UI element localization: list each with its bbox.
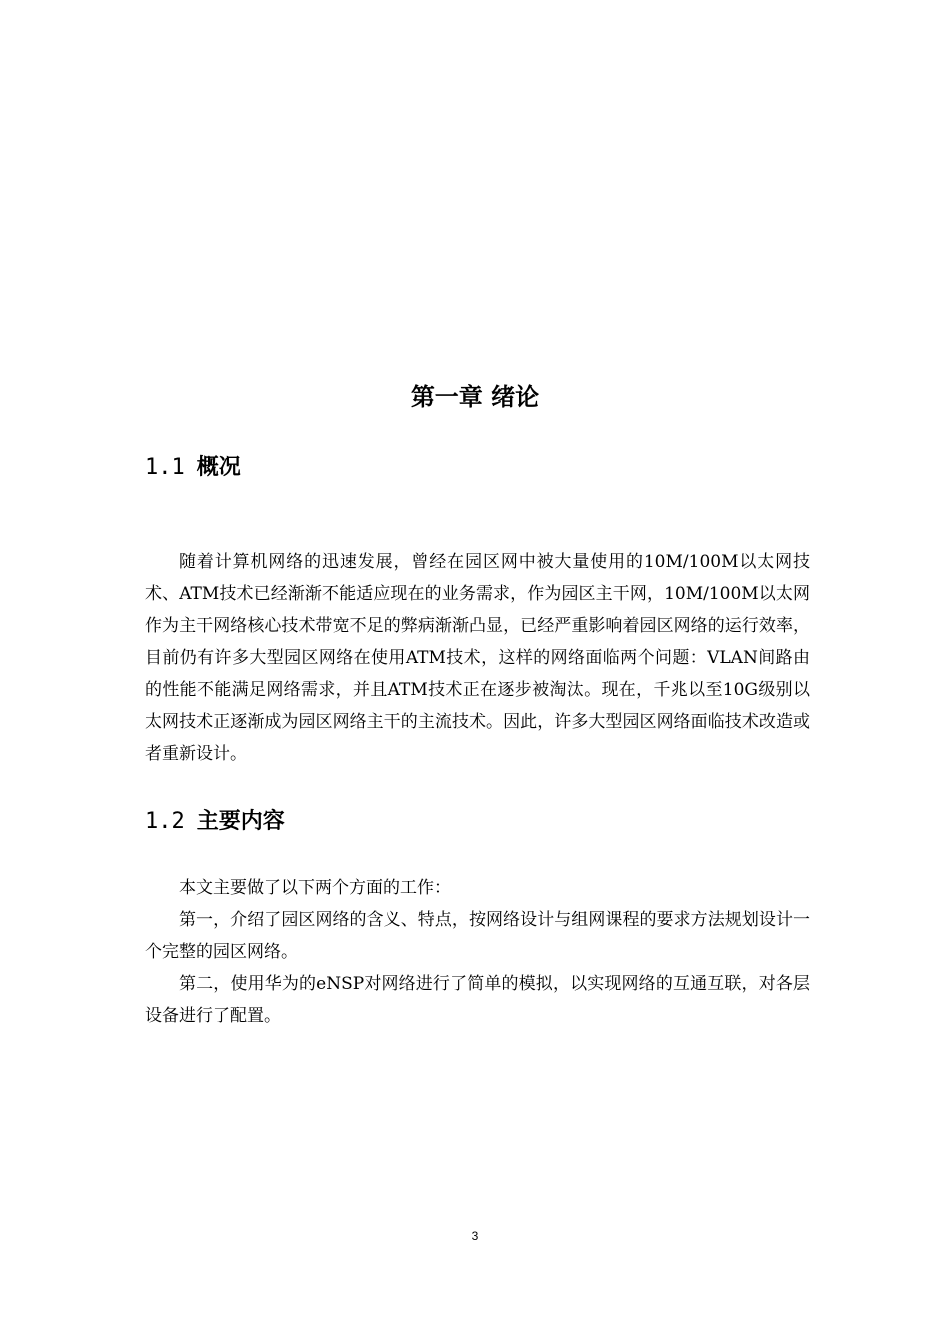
section-heading-main-content xyxy=(145,806,285,838)
section-number: 1.1 xyxy=(145,455,185,480)
main-content-paragraph: 本文主要做了以下两个方面的工作： xyxy=(179,878,451,898)
main-content-paragraph: 第二，使用华为的eNSP对网络进行了简单的模拟，以实现网络的互通互联，对各层设备进行了配置。 xyxy=(145,974,810,1026)
section-title: 概况 xyxy=(196,455,241,480)
section-title: 主要内容 xyxy=(196,809,285,834)
overview-paragraph: 随着计算机网络的迅速发展，曾经在园区网中被大量使用的10M/100M以太网技术、ATM技术已经渐渐不能适应现在的业务需求，作为园区主干网，10M/100M以太网作为主干网络核心技术带宽不足的弊病渐渐凸显，已经严重影响着园区网络的运行效率，目前仍有许多大型园区网络在使用ATM技术，这样的网络面临两个问题：VLAN间路由的性能不能满足网络需求，并且ATM技术正在逐步被淘汰。现在，千兆以至10G级别以太网技术正逐渐成为园区网络主干的主流技术。因此，许多大型园区网络面临技术改造或者重新设计。 xyxy=(145,552,810,764)
section-heading-overview xyxy=(145,452,241,484)
main-content-paragraph: 第一，介绍了园区网络的含义、特点，按网络设计与组网课程的要求方法规划设计一个完整的园区网络。 xyxy=(145,910,810,962)
section-number: 1.2 xyxy=(145,809,185,834)
chapter-title: 第一章 绪论 xyxy=(410,383,540,411)
page-number: 3 xyxy=(471,1229,479,1243)
